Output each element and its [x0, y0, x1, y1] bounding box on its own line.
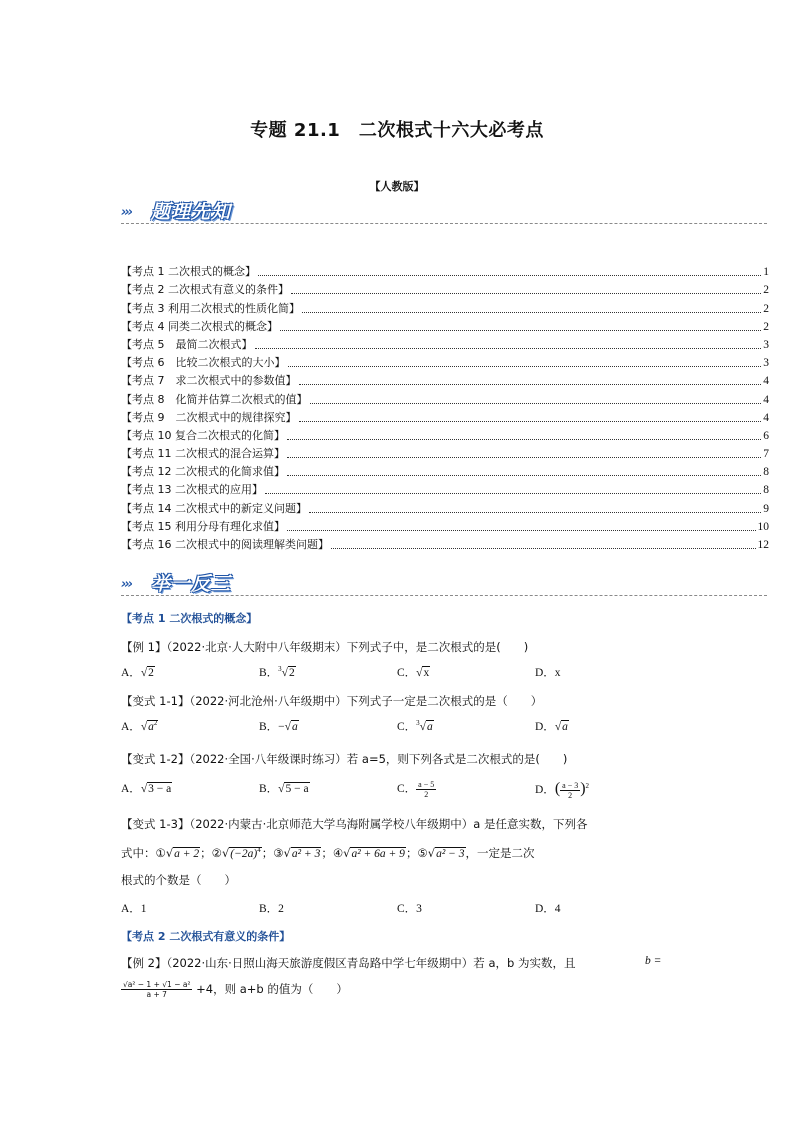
- toc-label: 【考点 15 利用分母有理化求值】: [121, 519, 285, 533]
- table-of-contents: [121, 261, 769, 552]
- toc-leader: [287, 530, 756, 531]
- toc-leader: [331, 548, 756, 549]
- option-a: A．1: [121, 903, 147, 915]
- chevron-icon: ›››: [121, 205, 132, 220]
- option-a: A．√3 − a: [121, 783, 172, 795]
- option-b: B．√5 − a: [259, 783, 309, 795]
- question-example-2: [121, 950, 681, 976]
- toc-page-number: 2: [763, 284, 769, 297]
- toc-page-number: 7: [763, 448, 769, 461]
- toc-label: 【考点 13 二次根式的应用】: [121, 483, 263, 497]
- toc-entry[interactable]: [121, 370, 769, 388]
- toc-leader: [255, 348, 762, 349]
- toc-page-number: 10: [757, 520, 769, 533]
- edition-label: 【人教版】: [369, 180, 425, 193]
- question-variant-1-2: 【变式 1-2】（2022·全国·八年级课时练习）若 a=5，则下列各式是二次根式的是( ): [121, 752, 568, 766]
- toc-label: 【考点 10 复合二次根式的化简】: [121, 428, 285, 442]
- toc-leader: [280, 330, 761, 331]
- toc-page-number: 3: [763, 338, 769, 351]
- toc-label: 【考点 7 求二次根式中的参数值】: [121, 374, 297, 388]
- toc-label: 【考点 9 二次根式中的规律探究】: [121, 410, 297, 424]
- toc-leader: [291, 293, 761, 294]
- toc-leader: [302, 312, 761, 313]
- toc-page-number: 9: [763, 502, 769, 515]
- toc-entry[interactable]: [121, 443, 769, 461]
- toc-label: 【考点 11 二次根式的混合运算】: [121, 447, 285, 461]
- page-title: 专题 21.1 二次根式十六大必考点: [250, 120, 544, 141]
- option-d: D．4: [535, 903, 561, 915]
- toc-leader: [288, 366, 762, 367]
- question-variant-1-1: 【变式 1-1】（2022·河北沧州·八年级期中）下列式子一定是二次根式的是（ ）: [121, 694, 543, 708]
- toc-leader: [310, 403, 762, 404]
- toc-leader: [299, 384, 762, 385]
- option-c: C． $\frac{a - 5}{2}$: [397, 780, 435, 799]
- options-variant-1-1: [121, 718, 721, 740]
- toc-page-number: 4: [763, 411, 769, 424]
- toc-label: 【考点 3 利用二次根式的性质化简】: [121, 301, 300, 315]
- toc-page-number: 2: [763, 302, 769, 315]
- toc-label: 【考点 2 二次根式有意义的条件】: [121, 283, 289, 297]
- toc-entry[interactable]: [121, 461, 769, 479]
- toc-page-number: 1: [763, 266, 769, 279]
- question-variant-1-3: [121, 811, 691, 893]
- toc-page-number: 12: [757, 539, 769, 551]
- toc-page-number: 8: [763, 466, 769, 479]
- banner-overview: [121, 198, 767, 224]
- option-b: B．2: [259, 903, 284, 915]
- equation-b: b =: [645, 955, 662, 967]
- option-d: D．√a: [535, 721, 568, 733]
- toc-leader: [287, 439, 761, 440]
- section-heading: 【考点 1 二次根式的概念】: [121, 612, 258, 625]
- toc-label: 【考点 12 二次根式的化简求值】: [121, 465, 285, 479]
- toc-leader: [287, 457, 761, 458]
- toc-leader: [299, 421, 762, 422]
- question-line: 【例 2】（2022·山东·日照山海天旅游度假区青岛路中学七年级期中）若 a，b 为实数，且: [121, 956, 576, 970]
- banner-title: 题理先知: [151, 201, 232, 223]
- toc-page-number: 4: [763, 393, 769, 406]
- toc-leader: [258, 275, 761, 276]
- toc-page-number: 4: [763, 375, 769, 388]
- option-b: B．$^3$√2: [259, 665, 295, 679]
- toc-entry[interactable]: [121, 534, 769, 552]
- toc-entry[interactable]: [121, 352, 769, 370]
- question-example-1: 【例 1】（2022·北京·人大附中八年级期末）下列式子中，是二次根式的是( ): [121, 640, 529, 654]
- option-d: D．x: [535, 667, 561, 679]
- toc-page-number: 2: [763, 320, 769, 333]
- divider: [121, 223, 767, 224]
- banner-title: 举一反三: [151, 573, 232, 595]
- option-a: A．√2: [121, 667, 154, 679]
- toc-label: 【考点 4 同类二次根式的概念】: [121, 319, 278, 333]
- toc-entry[interactable]: [121, 297, 769, 315]
- toc-label: 【考点 1 二次根式的概念】: [121, 265, 256, 279]
- toc-entry[interactable]: [121, 497, 769, 515]
- toc-entry[interactable]: [121, 479, 769, 497]
- toc-entry[interactable]: [121, 261, 769, 279]
- question-line: 根式的个数是（ ）: [121, 872, 236, 887]
- toc-entry[interactable]: [121, 388, 769, 406]
- chevron-icon: ›››: [121, 577, 132, 592]
- toc-label: 【考点 6 比较二次根式的大小】: [121, 356, 286, 370]
- toc-entry[interactable]: [121, 334, 769, 352]
- question-line: $\frac{\text{√a² − 1 + √1 − a²}}{a + 7}$ +4，则 a+b 的值为（ ）: [123, 980, 348, 999]
- option-b: B．−√a: [259, 721, 298, 733]
- options-example-1: [121, 664, 721, 686]
- divider: [121, 595, 767, 596]
- options-variant-1-2: [121, 780, 721, 802]
- toc-leader: [287, 475, 761, 476]
- toc-label: 【考点 8 化简并估算二次根式的值】: [121, 392, 308, 406]
- option-d: D．( $\frac{a - 3}{2}$ )$^2$: [535, 780, 590, 800]
- toc-page-number: 6: [763, 429, 769, 442]
- banner-practice: [121, 570, 767, 596]
- option-c: C．$^3$√a: [397, 719, 433, 733]
- question-line: 式中：①√a + 2；$②√(-2a)^4$；③√a² + 3；④√a² + 6a + 9；⑤√a² − 3，一定是二次: [121, 845, 535, 860]
- option-a: A．$√a^2$: [121, 719, 158, 733]
- toc-entry[interactable]: [121, 316, 769, 334]
- options-variant-1-3: [121, 900, 721, 922]
- toc-leader: [265, 493, 761, 494]
- toc-label: 【考点 5 最简二次根式】: [121, 337, 253, 351]
- toc-label: 【考点 16 二次根式中的阅读理解类问题】: [121, 538, 329, 551]
- option-c: C．√x: [397, 667, 430, 679]
- toc-page-number: 8: [763, 484, 769, 497]
- section-heading: 【考点 2 二次根式有意义的条件】: [121, 930, 291, 943]
- question-line: 【变式 1-3】（2022·内蒙古·北京师范大学乌海附属学校八年级期中）a 是任意实数，下列各: [121, 817, 588, 831]
- toc-page-number: 3: [763, 357, 769, 370]
- toc-entry[interactable]: [121, 425, 769, 443]
- option-c: C．3: [397, 903, 422, 915]
- toc-entry[interactable]: [121, 279, 769, 297]
- toc-entry[interactable]: [121, 407, 769, 425]
- toc-entry[interactable]: [121, 516, 769, 534]
- toc-leader: [309, 512, 761, 513]
- toc-label: 【考点 14 二次根式中的新定义问题】: [121, 501, 307, 515]
